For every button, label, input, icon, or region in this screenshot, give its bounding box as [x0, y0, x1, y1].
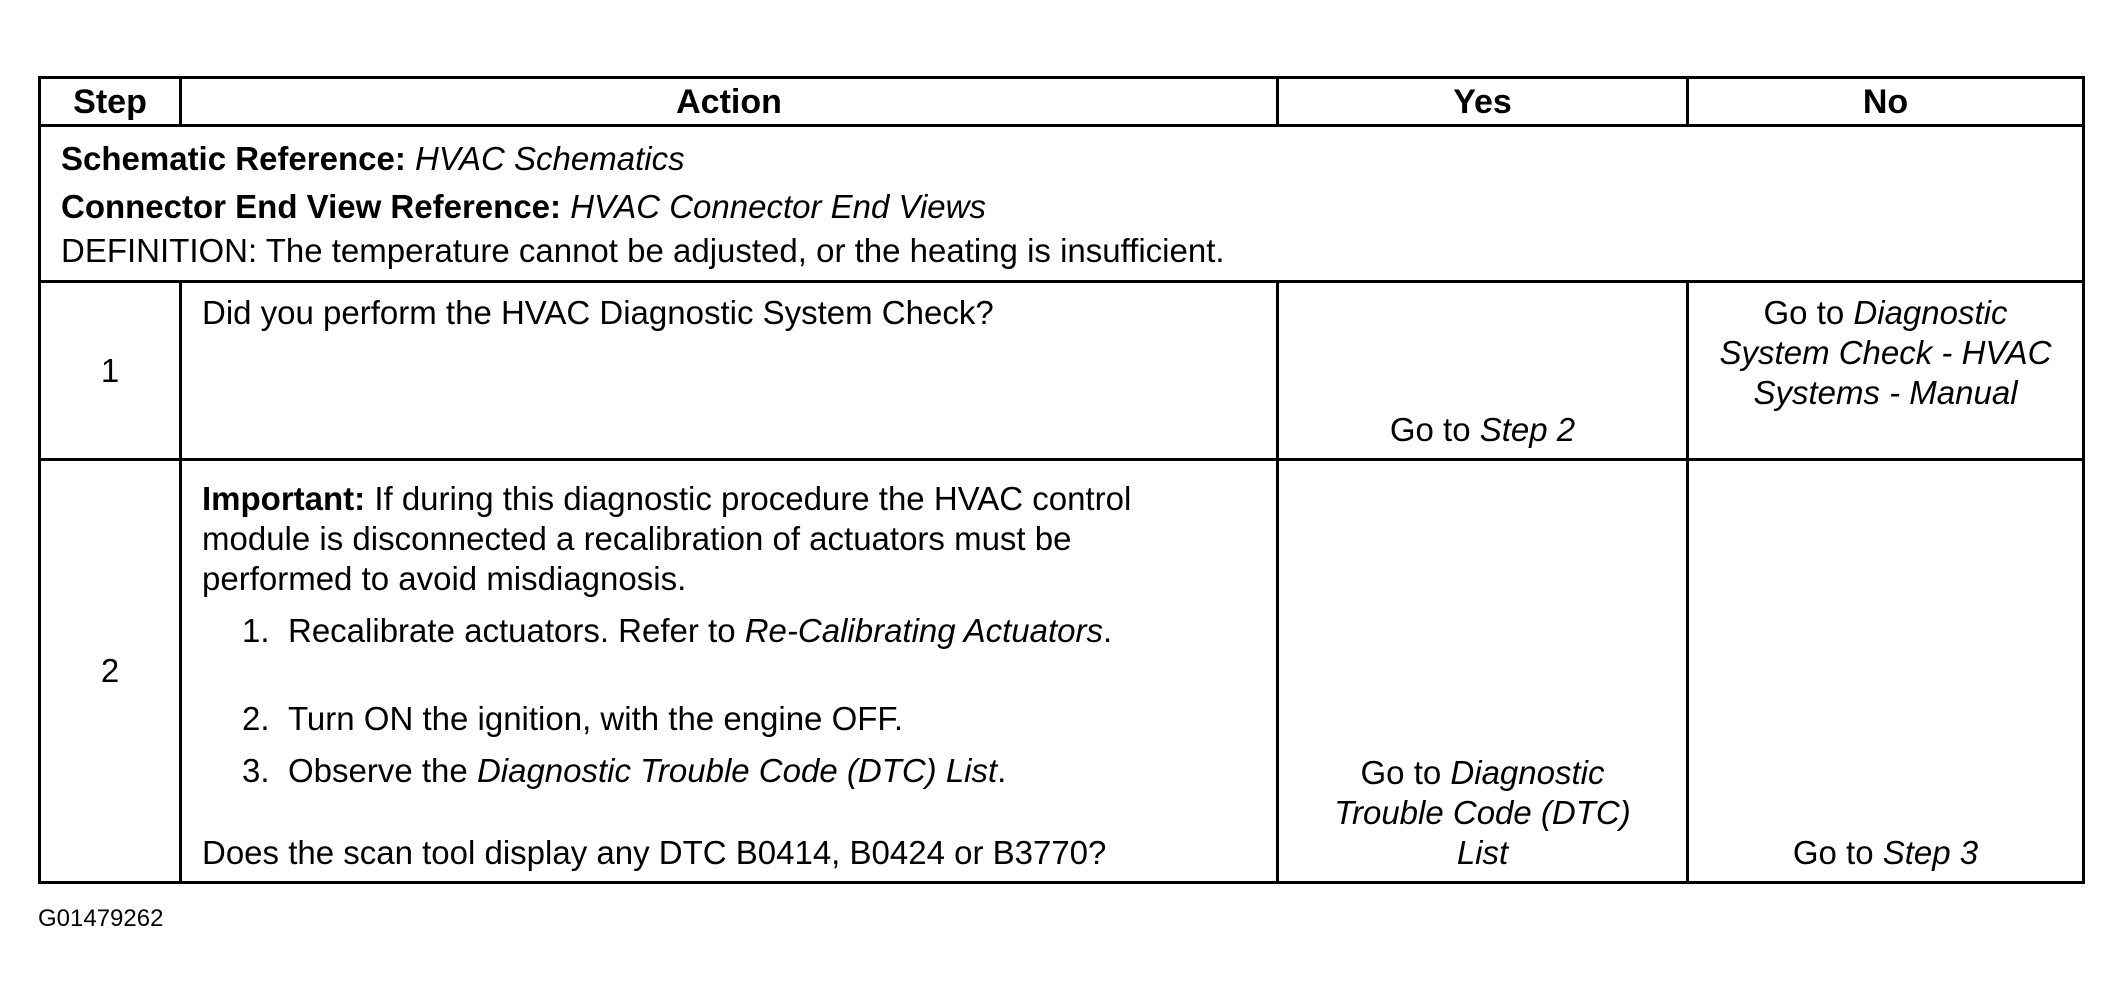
step-2-action	[181, 460, 1278, 883]
item-number: 1.	[242, 612, 270, 649]
step-row-2	[40, 460, 2084, 883]
step-2-link[interactable]: Step 2	[1479, 411, 1576, 448]
step-2-question: Does the scan tool display any DTC B0414, B0424 or B3770?	[202, 834, 1107, 871]
step-3-link[interactable]: Step 3	[1882, 834, 1979, 871]
important-text: performed to avoid misdiagnosis.	[202, 560, 687, 597]
schematic-reference	[61, 133, 2062, 185]
important-text: module is disconnected a recalibration of actuators must be	[202, 520, 1072, 557]
step-1-yes	[1278, 282, 1688, 460]
diagnostic-table	[38, 76, 2085, 884]
connector-reference-label: Connector End View Reference:	[61, 188, 562, 225]
diagnostic-system-check-link[interactable]: System Check - HVAC	[1719, 334, 2052, 371]
diagnostic-system-check-link[interactable]: Diagnostic	[1853, 294, 2008, 331]
item-number: 3.	[242, 752, 270, 789]
procedure-item-1	[242, 611, 1112, 651]
item-punctuation: .	[997, 752, 1007, 789]
dtc-list-link[interactable]: List	[1456, 834, 1509, 871]
header-row	[40, 78, 2084, 126]
schematic-reference-link[interactable]: HVAC Schematics	[415, 140, 685, 177]
go-to-label: Go to	[1389, 411, 1480, 448]
step-1-action	[181, 282, 1278, 460]
go-to-label: Go to	[1792, 834, 1883, 871]
header-yes: Yes	[1278, 78, 1688, 126]
header-action: Action	[181, 78, 1278, 126]
definition-text: DEFINITION: The temperature cannot be adjusted, or the heating is insufficient.	[61, 232, 1225, 269]
step-1-no-text	[1689, 293, 2082, 413]
procedure-item-2	[242, 699, 903, 739]
step-1-question: Did you perform the HVAC Diagnostic System Check?	[202, 294, 994, 331]
connector-reference-link[interactable]: HVAC Connector End Views	[570, 188, 986, 225]
step-row-1	[40, 282, 2084, 460]
step-2-yes-text	[1279, 753, 1686, 873]
item-number: 2.	[242, 700, 270, 737]
important-note	[202, 479, 1236, 599]
important-label: Important:	[202, 480, 366, 517]
item-text: Observe the	[288, 752, 477, 789]
step-2-no	[1688, 460, 2084, 883]
go-to-label: Go to	[1360, 754, 1451, 791]
reference-cell	[40, 126, 2084, 282]
dtc-list-link[interactable]: Diagnostic Trouble Code (DTC) List	[476, 752, 998, 789]
step-2-yes	[1278, 460, 1688, 883]
item-text: Turn ON the ignition, with the engine OFF.	[288, 700, 904, 737]
step-1-yes-text	[1279, 410, 1686, 450]
item-text: Recalibrate actuators. Refer to	[288, 612, 745, 649]
dtc-list-link[interactable]: Trouble Code (DTC)	[1334, 794, 1631, 831]
header-no: No	[1688, 78, 2084, 126]
reference-row	[40, 126, 2084, 282]
important-text: If during this diagnostic procedure the HVAC control	[365, 480, 1132, 517]
go-to-label: Go to	[1763, 294, 1854, 331]
step-number: 2	[40, 460, 181, 883]
re-calibrating-actuators-link[interactable]: Re-Calibrating Actuators	[744, 612, 1103, 649]
dtc-list-link[interactable]: Diagnostic	[1450, 754, 1605, 791]
procedure-item-3	[242, 751, 1006, 791]
header-step: Step	[40, 78, 181, 126]
figure-id: G01479262	[38, 905, 164, 932]
step-number: 1	[40, 282, 181, 460]
item-punctuation: .	[1102, 612, 1113, 649]
schematic-reference-label: Schematic Reference:	[61, 140, 406, 177]
step-2-no-text	[1689, 833, 2082, 873]
diagnostic-system-check-link[interactable]: Systems - Manual	[1753, 374, 2018, 411]
connector-reference	[61, 185, 2062, 229]
step-1-no	[1688, 282, 2084, 460]
